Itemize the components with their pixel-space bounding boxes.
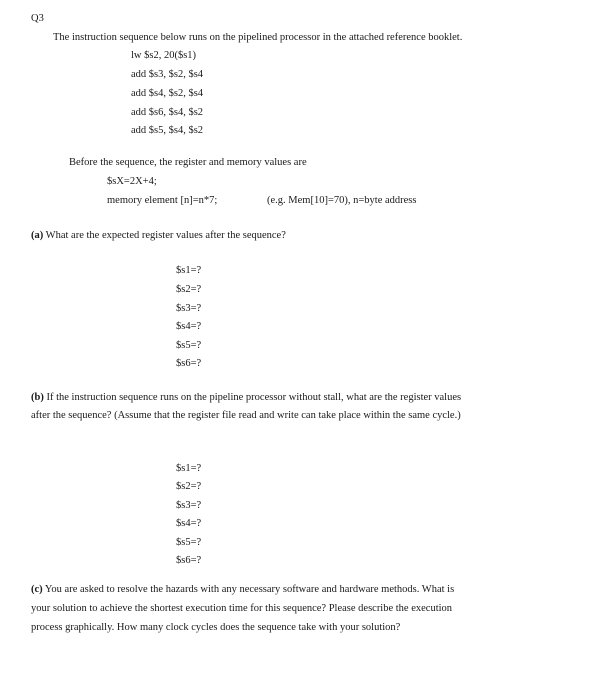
part-a-text: What are the expected register values after the sequence?: [43, 230, 286, 241]
part-b-question-line1: [31, 391, 461, 405]
intro-text: The instruction sequence below runs on the pipelined processor in the attached reference booklet.: [53, 32, 463, 43]
register-line: $s3=?: [176, 303, 202, 314]
question-label: Q3: [31, 13, 44, 24]
part-a-label: (a): [31, 230, 44, 241]
memory-rule: memory element [n]=n*7;: [107, 195, 218, 206]
before-text: Before the sequence, the register and memory values are: [69, 157, 307, 168]
register-line: $s4=?: [176, 321, 202, 332]
part-c-label: (c): [31, 584, 43, 595]
instruction-line: add $s4, $s2, $s4: [131, 88, 204, 99]
part-c-question-line3: process graphically. How many clock cycles does the sequence take with your solution?: [31, 622, 401, 633]
register-line: $s1=?: [176, 265, 202, 276]
register-line: $s3=?: [176, 500, 202, 511]
instruction-line: add $s6, $s4, $s2: [131, 107, 204, 118]
part-b-question-line2: after the sequence? (Assume that the register file read and write can take place within the same cycle.): [31, 410, 461, 421]
part-b-label: (b): [31, 392, 44, 403]
part-c-text: You are asked to resolve the hazards with any necessary software and hardware methods. What is: [42, 584, 455, 595]
register-line: $s2=?: [176, 284, 202, 295]
register-line: $s6=?: [176, 358, 202, 369]
instruction-line: add $s5, $s4, $s2: [131, 125, 204, 136]
register-line: $s1=?: [176, 463, 202, 474]
part-a-question: [31, 229, 286, 243]
register-line: $s4=?: [176, 518, 202, 529]
register-line: $s5=?: [176, 340, 202, 351]
memory-example: (e.g. Mem[10]=70), n=byte address: [267, 195, 417, 206]
register-line: $s6=?: [176, 555, 202, 566]
register-line: $s5=?: [176, 537, 202, 548]
register-rule: $sX=2X+4;: [107, 176, 157, 187]
part-c-question-line2: your solution to achieve the shortest execution time for this sequence? Please describe the execution: [31, 603, 453, 614]
part-c-question-line1: [31, 583, 454, 597]
instruction-line: lw $s2, 20($s1): [131, 50, 197, 61]
part-b-text: If the instruction sequence runs on the pipeline processor without stall, what are the register values: [43, 392, 462, 403]
instruction-line: add $s3, $s2, $s4: [131, 69, 204, 80]
register-line: $s2=?: [176, 481, 202, 492]
